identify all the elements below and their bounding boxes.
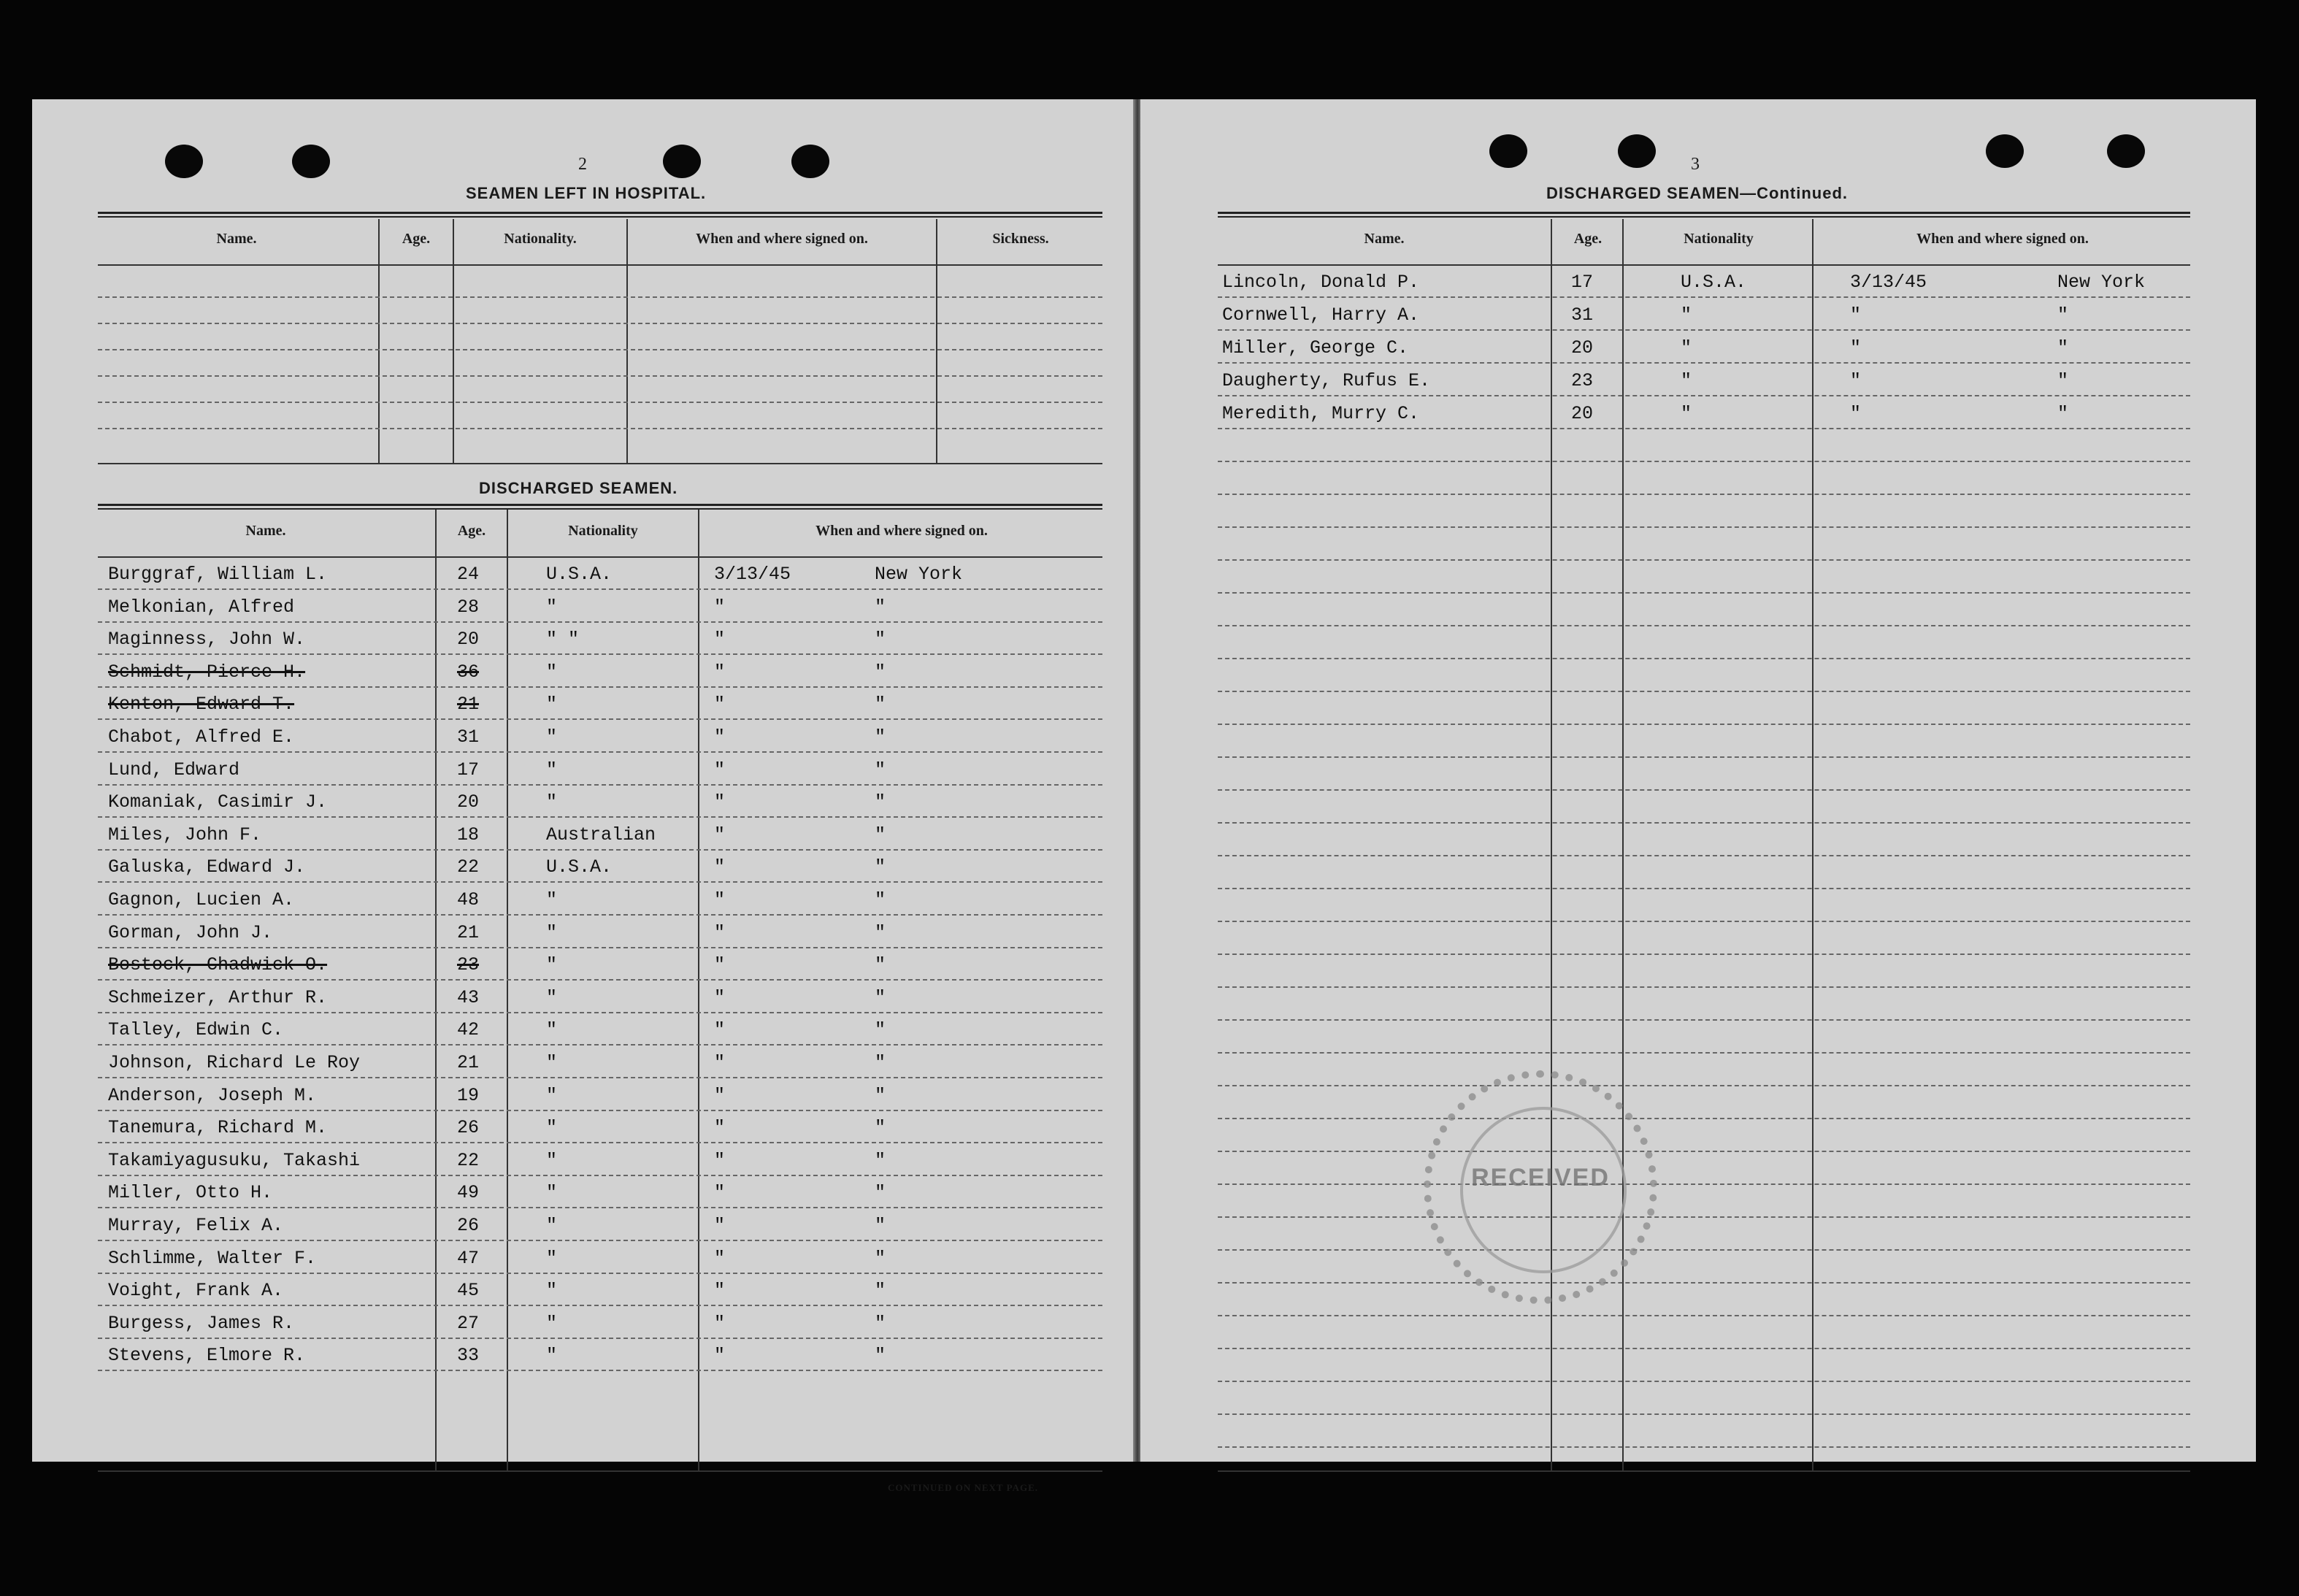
table-row — [1140, 403, 2256, 429]
row-place: " — [2057, 304, 2069, 326]
row-age: 18 — [457, 824, 480, 845]
punch-hole — [292, 145, 330, 178]
table-row — [32, 694, 1135, 720]
right-page — [1140, 99, 2256, 1462]
row-age: 42 — [457, 1019, 480, 1041]
table-row — [32, 1182, 1135, 1208]
row-age: 23 — [1571, 370, 1594, 391]
row-date: " — [714, 1019, 726, 1041]
row-nationality: " — [1681, 403, 1692, 424]
row-name: Takamiyagusuku, Takashi — [108, 1149, 361, 1171]
row-nationality: U.S.A. — [546, 856, 613, 878]
table-row — [32, 1150, 1135, 1176]
row-place: New York — [875, 564, 963, 585]
row-date: " — [714, 629, 726, 651]
row-nationality: " — [546, 1345, 558, 1367]
row-age: 26 — [457, 1215, 480, 1236]
row-nationality: U.S.A. — [546, 564, 613, 585]
table-row — [1140, 304, 2256, 331]
table-row — [32, 564, 1135, 590]
discharged-col-signed-on: When and where signed on. — [815, 523, 988, 539]
section-title: DISCHARGED SEAMEN—Continued. — [1546, 184, 1848, 202]
row-nationality: " — [546, 726, 558, 748]
row-nationality: " — [546, 1149, 558, 1171]
table-row — [32, 824, 1135, 851]
hospital-col-signed-on: When and where signed on. — [696, 231, 868, 247]
row-date: " — [714, 824, 726, 845]
row-date: " — [714, 1215, 726, 1236]
row-date: " — [1850, 304, 1862, 326]
row-name: Lund, Edward — [108, 759, 240, 780]
row-age: 47 — [457, 1247, 480, 1269]
row-nationality: " — [546, 1182, 558, 1204]
left-page — [32, 99, 1135, 1493]
row-place: " — [875, 661, 886, 683]
row-age: 21 — [457, 694, 480, 715]
row-age: 45 — [457, 1280, 480, 1302]
row-nationality: Australian — [546, 824, 656, 845]
col-signed-on: When and where signed on. — [1916, 231, 2089, 247]
row-place: " — [875, 596, 886, 618]
row-nationality: " — [546, 954, 558, 976]
row-nationality: " — [546, 596, 558, 618]
row-date: " — [714, 889, 726, 910]
row-place: " — [875, 791, 886, 813]
row-age: 28 — [457, 596, 480, 618]
row-date: " — [714, 921, 726, 943]
row-place: " — [875, 694, 886, 715]
row-age: 33 — [457, 1345, 480, 1367]
table-row — [32, 791, 1135, 818]
row-place: " — [875, 921, 886, 943]
table-row — [32, 987, 1135, 1013]
row-name: Komaniak, Casimir J. — [108, 791, 328, 813]
row-name: Chabot, Alfred E. — [108, 726, 295, 748]
row-place: " — [875, 1312, 886, 1334]
row-date: " — [714, 1312, 726, 1334]
row-age: 48 — [457, 889, 480, 910]
col-nationality: Nationality — [1684, 231, 1754, 247]
row-name: Kenton, Edward T. — [108, 694, 295, 715]
row-name: Gagnon, Lucien A. — [108, 889, 295, 910]
row-nationality: " — [546, 1280, 558, 1302]
row-date: " — [714, 1280, 726, 1302]
row-place: " — [875, 629, 886, 651]
row-age: 20 — [1571, 337, 1594, 358]
table-row — [32, 1248, 1135, 1274]
row-place: " — [875, 726, 886, 748]
row-place: " — [875, 889, 886, 910]
row-age: 20 — [457, 791, 480, 813]
table-row — [32, 1085, 1135, 1111]
row-age: 23 — [457, 954, 480, 976]
row-place: " — [875, 1019, 886, 1041]
row-name: Bostock, Chadwick O. — [108, 954, 328, 976]
row-name: Burggraf, William L. — [108, 564, 328, 585]
discharged-col-nationality: Nationality — [568, 523, 638, 539]
row-place: New York — [2057, 272, 2146, 293]
row-name: Maginness, John W. — [108, 629, 306, 651]
row-age: 22 — [457, 1149, 480, 1171]
table-row — [32, 759, 1135, 786]
row-name: Voight, Frank A. — [108, 1280, 284, 1302]
row-date: " — [714, 1052, 726, 1073]
table-row — [32, 1019, 1135, 1046]
col-name: Name. — [1364, 231, 1405, 247]
row-name: Tanemura, Richard M. — [108, 1117, 328, 1139]
page-number: 3 — [1691, 155, 1700, 174]
row-nationality: " — [546, 1312, 558, 1334]
row-date: " — [1850, 403, 1862, 424]
row-place: " — [875, 1215, 886, 1236]
row-age: 43 — [457, 986, 480, 1008]
hospital-col-nationality: Nationality. — [504, 231, 577, 247]
hospital-col-age: Age. — [402, 231, 431, 247]
row-name: Miles, John F. — [108, 824, 262, 845]
row-age: 21 — [457, 1052, 480, 1073]
table-row — [32, 889, 1135, 916]
table-row — [32, 1117, 1135, 1143]
punch-hole — [2107, 134, 2145, 168]
row-name: Lincoln, Donald P. — [1222, 272, 1420, 293]
row-name: Daugherty, Rufus E. — [1222, 370, 1431, 391]
table-row — [32, 661, 1135, 688]
row-place: " — [875, 1345, 886, 1367]
row-nationality: " — [1681, 337, 1692, 358]
row-date: " — [714, 1182, 726, 1204]
table-row — [32, 629, 1135, 655]
col-age: Age. — [1573, 231, 1603, 247]
row-nationality: " — [546, 1052, 558, 1073]
page-number: 2 — [578, 155, 587, 174]
row-age: 19 — [457, 1084, 480, 1106]
row-date: " — [714, 1117, 726, 1139]
row-nationality: " — [546, 986, 558, 1008]
table-row — [32, 856, 1135, 883]
row-date: " — [714, 596, 726, 618]
row-age: 20 — [457, 629, 480, 651]
row-nationality: " — [546, 791, 558, 813]
row-nationality: U.S.A. — [1681, 272, 1747, 293]
hospital-section-title: SEAMEN LEFT IN HOSPITAL. — [466, 184, 707, 202]
table-row — [32, 954, 1135, 981]
table-row — [32, 1052, 1135, 1078]
row-name: Anderson, Joseph M. — [108, 1084, 317, 1106]
row-age: 49 — [457, 1182, 480, 1204]
row-name: Melkonian, Alfred — [108, 596, 295, 618]
row-nationality: " — [546, 1084, 558, 1106]
row-name: Stevens, Elmore R. — [108, 1345, 306, 1367]
row-nationality: " " — [546, 629, 580, 651]
row-nationality: " — [546, 759, 558, 780]
row-date: " — [714, 1345, 726, 1367]
table-row — [32, 596, 1135, 623]
row-age: 27 — [457, 1312, 480, 1334]
punch-hole — [1986, 134, 2024, 168]
table-row — [32, 1313, 1135, 1339]
row-name: Burgess, James R. — [108, 1312, 295, 1334]
row-place: " — [875, 1182, 886, 1204]
punch-hole — [165, 145, 203, 178]
row-age: 21 — [457, 921, 480, 943]
row-place: " — [875, 1052, 886, 1073]
row-nationality: " — [546, 889, 558, 910]
row-date: " — [714, 1084, 726, 1106]
discharged-col-name: Name. — [245, 523, 286, 539]
punch-hole — [791, 145, 829, 178]
row-place: " — [875, 824, 886, 845]
row-nationality: " — [546, 694, 558, 715]
row-place: " — [2057, 403, 2069, 424]
row-age: 36 — [457, 661, 480, 683]
discharged-col-age: Age. — [457, 523, 486, 539]
row-date: " — [714, 1247, 726, 1269]
row-place: " — [2057, 370, 2069, 391]
hospital-col-sickness: Sickness. — [992, 231, 1049, 247]
row-place: " — [875, 1149, 886, 1171]
row-date: " — [714, 694, 726, 715]
row-age: 31 — [1571, 304, 1594, 326]
row-nationality: " — [546, 1247, 558, 1269]
row-date: " — [714, 856, 726, 878]
row-name: Meredith, Murry C. — [1222, 403, 1420, 424]
row-name: Johnson, Richard Le Roy — [108, 1052, 361, 1073]
row-nationality: " — [1681, 304, 1692, 326]
row-date: " — [1850, 370, 1862, 391]
row-place: " — [875, 986, 886, 1008]
row-name: Galuska, Edward J. — [108, 856, 306, 878]
continued-note: CONTINUED ON NEXT PAGE. — [888, 1482, 1038, 1493]
punch-hole — [1618, 134, 1656, 168]
received-stamp: RECEIVED — [1424, 1070, 1657, 1304]
row-date: 3/13/45 — [714, 564, 791, 585]
row-date: " — [1850, 337, 1862, 358]
row-name: Cornwell, Harry A. — [1222, 304, 1420, 326]
row-name: Murray, Felix A. — [108, 1215, 284, 1236]
row-name: Schlimme, Walter F. — [108, 1247, 317, 1269]
row-date: " — [714, 759, 726, 780]
row-name: Schmeizer, Arthur R. — [108, 986, 328, 1008]
row-date: " — [714, 954, 726, 976]
discharged-section-title: DISCHARGED SEAMEN. — [479, 479, 678, 497]
table-row — [1140, 337, 2256, 364]
row-nationality: " — [546, 1117, 558, 1139]
row-age: 24 — [457, 564, 480, 585]
row-nationality: " — [546, 1215, 558, 1236]
row-place: " — [875, 856, 886, 878]
row-date: " — [714, 661, 726, 683]
punch-hole — [663, 145, 701, 178]
table-row — [32, 726, 1135, 753]
table-row — [32, 1215, 1135, 1241]
row-name: Miller, Otto H. — [108, 1182, 273, 1204]
row-nationality: " — [546, 921, 558, 943]
row-age: 17 — [1571, 272, 1594, 293]
punch-hole — [1489, 134, 1527, 168]
row-name: Schmidt, Pierce H. — [108, 661, 306, 683]
hospital-col-name: Name. — [216, 231, 257, 247]
row-date: " — [714, 726, 726, 748]
table-row — [32, 922, 1135, 948]
row-age: 17 — [457, 759, 480, 780]
row-age: 31 — [457, 726, 480, 748]
row-place: " — [2057, 337, 2069, 358]
row-nationality: " — [546, 661, 558, 683]
table-row — [32, 1345, 1135, 1371]
row-place: " — [875, 1084, 886, 1106]
row-place: " — [875, 759, 886, 780]
row-place: " — [875, 954, 886, 976]
row-name: Talley, Edwin C. — [108, 1019, 284, 1041]
row-nationality: " — [546, 1019, 558, 1041]
row-place: " — [875, 1117, 886, 1139]
table-row — [1140, 272, 2256, 298]
row-date: 3/13/45 — [1850, 272, 1927, 293]
row-place: " — [875, 1247, 886, 1269]
row-place: " — [875, 1280, 886, 1302]
row-name: Gorman, John J. — [108, 921, 273, 943]
row-date: " — [714, 791, 726, 813]
row-nationality: " — [1681, 370, 1692, 391]
row-date: " — [714, 1149, 726, 1171]
row-name: Miller, George C. — [1222, 337, 1409, 358]
table-row — [32, 1280, 1135, 1306]
row-age: 26 — [457, 1117, 480, 1139]
row-age: 20 — [1571, 403, 1594, 424]
table-row — [1140, 370, 2256, 396]
row-age: 22 — [457, 856, 480, 878]
row-date: " — [714, 986, 726, 1008]
